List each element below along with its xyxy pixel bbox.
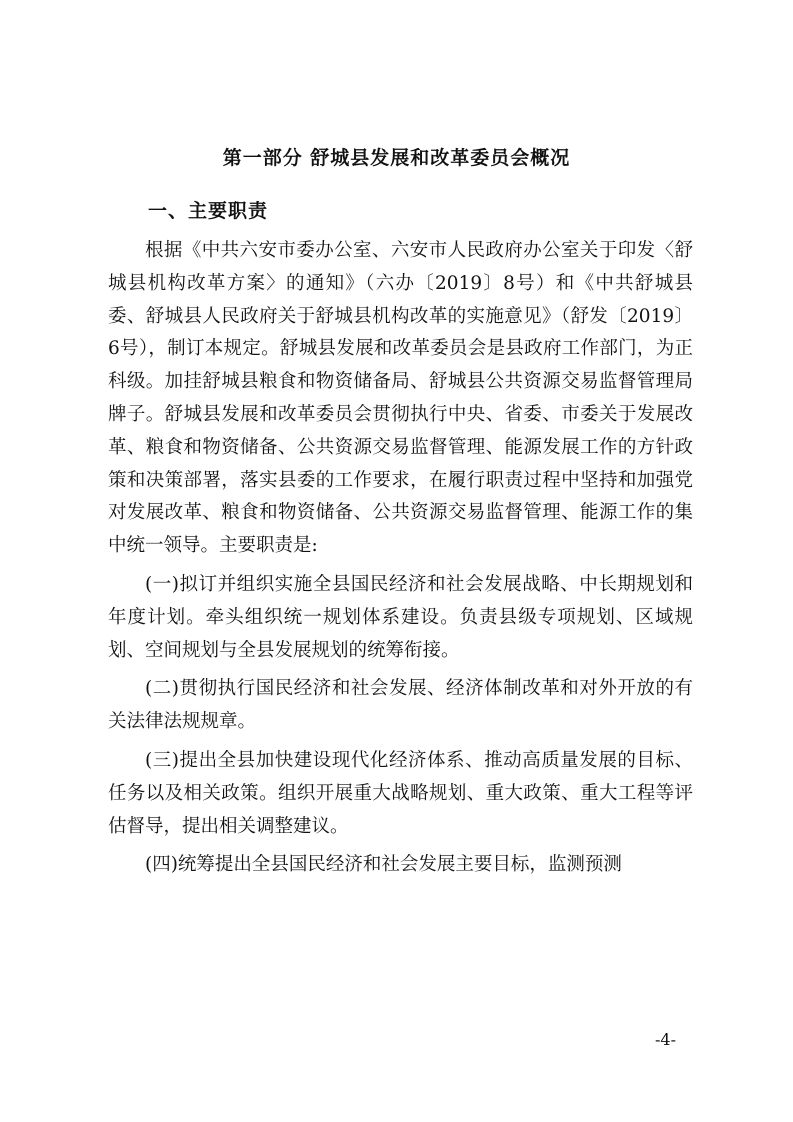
section-heading: 一、主要职责 <box>148 200 269 222</box>
duty-item-3: (三)提出全县加快建设现代化经济体系、推动高质量发展的目标、任务以及相关政策。组织开展重大战略规划、重大政策、重大工程等评估督导，提出相关调整建议。 <box>108 749 693 837</box>
intro-paragraph: 根据《中共六安市委办公室、六安市人民政府办公室关于印发〈舒城县机构改革方案〉的通知》（六办〔2019〕8号）和《中共舒城县委、舒城县人民政府关于舒城县机构改革的实施意见》（舒发〔2019〕6号），制订本规定。舒城县发展和改革委员会是县政府工作部门，为正科级。加挂舒城县粮食和物资储备局、舒城县公共资源交易监督管理局牌子。舒城县发展和改革委员会贯彻执行中央、省委、市委关于发展改革、粮食和物资储备、公共资源交易监督管理、能源发展工作的方针政策和决策部署，落实县委的工作要求，在履行职责过程中坚持和加强党对发展改革、粮食和物资储备、公共资源交易监督管理、能源工作的集中统一领导。主要职责是: <box>108 240 693 557</box>
duty-item-4: (四)统筹提出全县国民经济和社会发展主要目标，监测预测 <box>145 854 622 876</box>
duty-item-1: (一)拟订并组织实施全县国民经济和社会发展战略、中长期规划和年度计划。牵头组织统一规划体系建设。负责县级专项规划、区域规划、空间规划与全县发展规划的统筹衔接。 <box>108 573 693 661</box>
duty-item-2: (二)贯彻执行国民经济和社会发展、经济体制改革和对外开放的有关法律法规规章。 <box>108 678 693 733</box>
body-text <box>108 235 693 882</box>
page-number: -4- <box>655 1030 676 1049</box>
page-title: 第一部分 舒城县发展和改革委员会概况 <box>222 147 571 169</box>
